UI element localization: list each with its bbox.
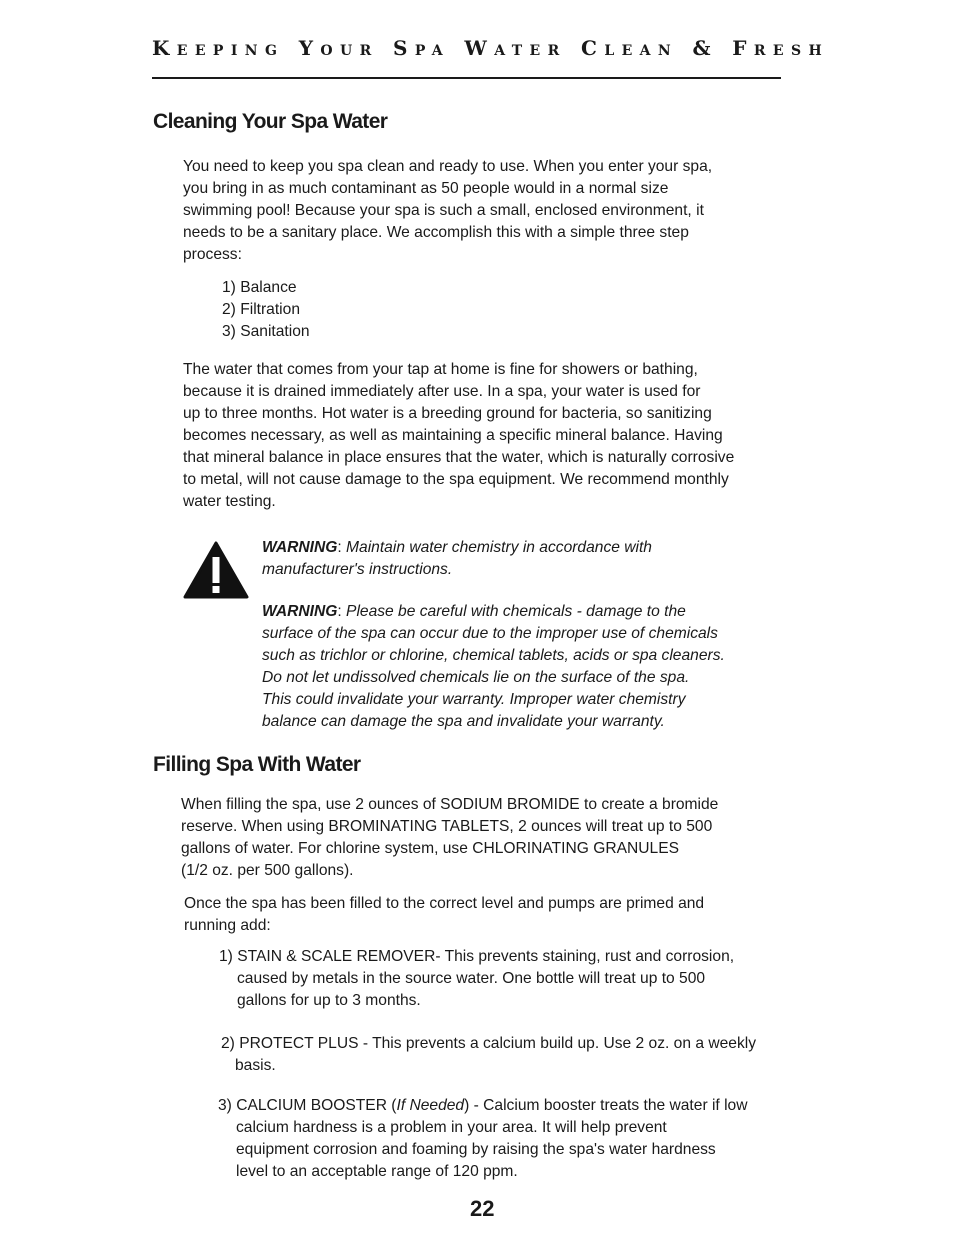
text-segment-italic: If Needed	[396, 1097, 465, 1114]
warning-text: surface of the spa can occur due to the improper use of chemicals	[262, 625, 718, 642]
text-line: gallons of water. For chlorine system, use CHLORINATING GRANULES	[181, 840, 680, 857]
text-line: needs to be a sanitary place. We accomplish this with a simple three step	[183, 224, 689, 241]
text-segment: 3) CALCIUM BOOSTER (	[218, 1097, 397, 1114]
warning-text: Do not let undissolved chemicals lie on the surface of the spa.	[262, 669, 690, 686]
warning-1: WARNING: Maintain water chemistry in accordance with manufacturer's instructions.	[262, 537, 652, 581]
text-line: calcium hardness is a problem in your area. It will help prevent	[236, 1119, 667, 1136]
text-line: water testing.	[183, 493, 276, 510]
warning-text: such as trichlor or chlorine, chemical tablets, acids or spa cleaners.	[262, 647, 725, 664]
text-segment: ) - Calcium booster treats the water if low	[464, 1097, 748, 1114]
warning-text: Please be careful with chemicals - damage to the	[346, 603, 686, 620]
text-line: because it is drained immediately after use. In a spa, your water is used for	[183, 383, 701, 400]
filling-item-1	[219, 946, 734, 1012]
text-line: basis.	[235, 1057, 276, 1074]
running-header: Keeping Your Spa Water Clean & Fresh	[152, 36, 830, 60]
list-item: 2) Filtration	[222, 301, 300, 318]
section-title-cleaning: Cleaning Your Spa Water	[153, 110, 388, 133]
warning-2: WARNING: Please be careful with chemicals - damage to the surface of the spa can occur due to the improper use of chemicals such as trichlor or chlorine, chemical tablets, acids or spa cleaners. Do not let undissolved chemicals lie on the surface of the spa. This could invalidate your warranty. Improper water chemistry balance can damage the spa and invalidate your warranty.	[262, 601, 725, 733]
text-line: level to an acceptable range of 120 ppm.	[236, 1163, 518, 1180]
page-number: 22	[470, 1196, 495, 1221]
text-line: running add:	[184, 917, 271, 934]
text-line: process:	[183, 246, 242, 263]
text-line: 2) PROTECT PLUS - This prevents a calcium build up. Use 2 oz. on a weekly	[221, 1035, 757, 1052]
text-line: reserve. When using BROMINATING TABLETS, 2 ounces will treat up to 500	[181, 818, 713, 835]
process-steps-list	[222, 277, 310, 343]
list-item: 3) Sanitation	[222, 323, 310, 340]
text-line: 1) STAIN & SCALE REMOVER- This prevents staining, rust and corrosion,	[219, 948, 735, 965]
text-line: (1/2 oz. per 500 gallons).	[181, 862, 354, 879]
text-line: Once the spa has been filled to the correct level and pumps are primed and	[184, 895, 705, 912]
text-line: up to three months. Hot water is a breeding ground for bacteria, so sanitizing	[183, 405, 712, 422]
text-line: to metal, will not cause damage to the spa equipment. We recommend monthly	[183, 471, 729, 488]
text-line: When filling the spa, use 2 ounces of SODIUM BROMIDE to create a bromide	[181, 796, 719, 813]
text-line: gallons for up to 3 months.	[237, 992, 421, 1009]
text-line: equipment corrosion and foaming by raising the spa's water hardness	[236, 1141, 716, 1158]
cleaning-intro	[183, 156, 712, 266]
warning-label: WARNING	[262, 603, 338, 620]
warning-text: Maintain water chemistry in accordance with	[346, 539, 652, 556]
warning-label: WARNING	[262, 539, 338, 556]
text-line: you bring in as much contaminant as 50 people would in a normal size	[183, 180, 669, 197]
text-line: swimming pool! Because your spa is such a small, enclosed environment, it	[183, 202, 704, 219]
text-line: caused by metals in the source water. One bottle will treat up to 500	[237, 970, 706, 987]
header-rule	[152, 77, 781, 79]
list-item: 1) Balance	[222, 279, 297, 296]
filling-para-2	[184, 893, 704, 937]
text-line: The water that comes from your tap at home is fine for showers or bathing,	[183, 361, 698, 378]
warning-text: This could invalidate your warranty. Improper water chemistry	[262, 691, 686, 708]
filling-item-2	[221, 1033, 756, 1077]
text-line: that mineral balance in place ensures that the water, which is naturally corrosive	[183, 449, 735, 466]
cleaning-body	[183, 359, 734, 513]
section-title-filling: Filling Spa With Water	[153, 753, 361, 776]
filling-para-1	[181, 794, 718, 882]
text-line: You need to keep you spa clean and ready to use. When you enter your spa,	[183, 158, 713, 175]
filling-item-3	[218, 1095, 748, 1183]
text-line: becomes necessary, as well as maintaining a specific mineral balance. Having	[183, 427, 723, 444]
warning-text: manufacturer's instructions.	[262, 561, 453, 578]
warning-text: balance can damage the spa and invalidate your warranty.	[262, 713, 665, 730]
warning-triangle-icon	[183, 540, 249, 600]
